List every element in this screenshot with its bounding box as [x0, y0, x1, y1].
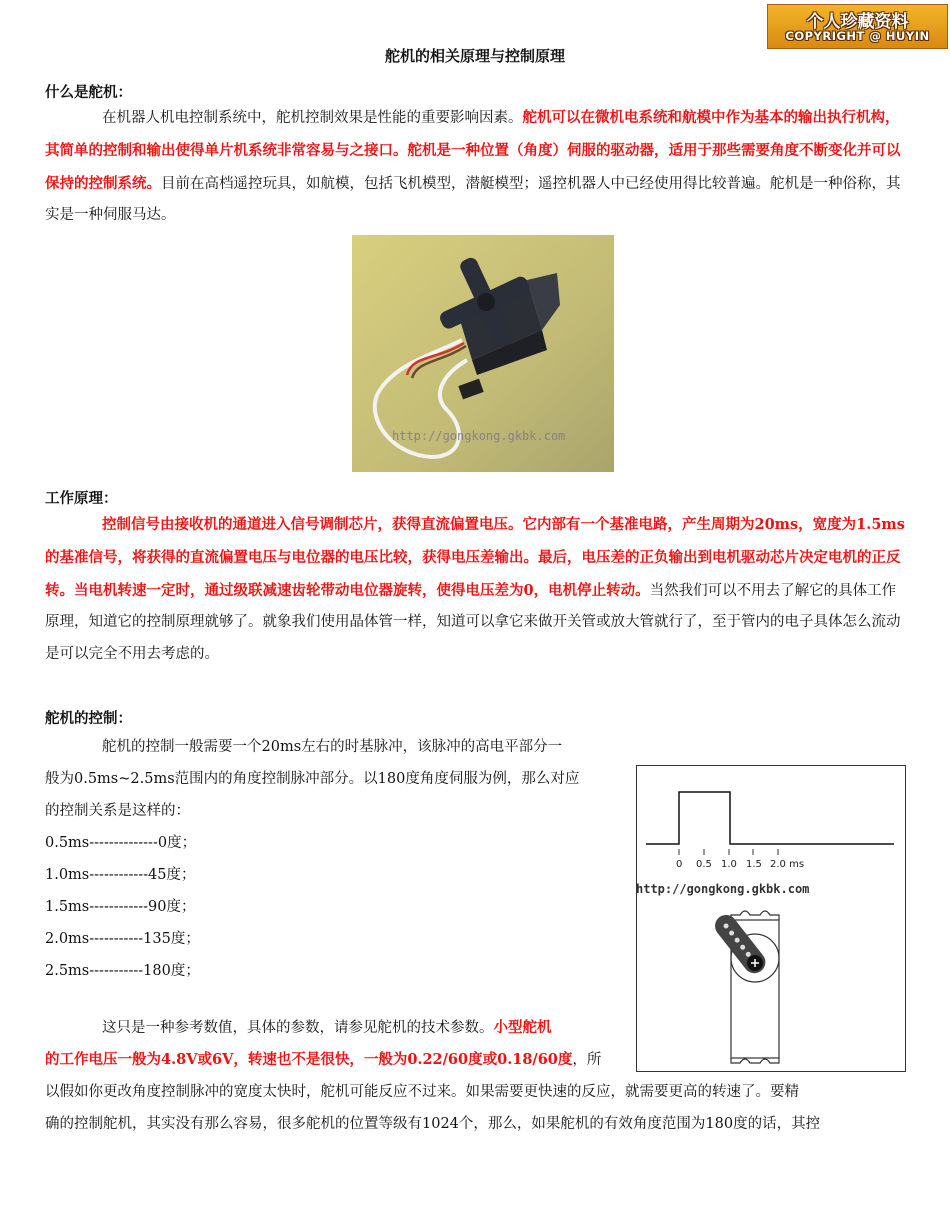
- reference-line-2: [45, 1050, 601, 1070]
- reference-line-2-end: ，所: [572, 1052, 602, 1068]
- mapping-item-45: 1.0ms------------45度；: [45, 867, 196, 883]
- principle-plain-text: 当然我们可以不用去了解它的具体工作原理，知道它的控制原理就够了。就象我们使用晶体管一样，知道可以拿它来做开关管或放大管就行了，至于管内的电子具体怎么流动是可以完全不用去考虑的。: [45, 582, 901, 663]
- para1-text-a: 在机器人机电控制系统中，舵机控制效果是性能的重要影响因素。: [102, 110, 523, 126]
- paragraph-working-principle: [45, 509, 905, 671]
- control-intro-line-3: 的控制关系是这样的：: [45, 803, 190, 819]
- badge-line-2: COPYRIGHT @ HUYIN: [785, 29, 930, 43]
- reference-text: 这只是一种参考数值，具体的参数，请参见舵机的技术参数。: [102, 1020, 494, 1036]
- tick-label-2-0: 2.0 ms: [770, 859, 805, 870]
- para1-text-c: 目前在高档遥控玩具，如航模，包括飞机模型，潜艇模型；遥控机器人中已经使用得比较普遍。舵机是一种俗称，其实是一种伺服马达。: [45, 175, 901, 224]
- tick-label-0: 0: [676, 859, 683, 870]
- principle-highlight-text: 控制信号由接收机的通道进入信号调制芯片，获得直流偏置电压。它内部有一个基准电路，产生周期为20ms，宽度为1.5ms的基准信号，将获得的直流偏置电压与电位器的电压比较，获得电压差输出。最后，电压差的正负输出到电机驱动芯片决定电机的正反转。当电机转速一定时，通过级联减速齿轮带动电位器旋转，使得电压差为0，电机停止转动。: [45, 516, 905, 599]
- mapping-item-135: 2.0ms-----------135度；: [45, 931, 200, 947]
- paragraph-what-is-servo: [45, 102, 905, 232]
- control-intro-line-2: 般为0.5ms~2.5ms范围内的角度控制脉冲部分。以180度角度伺服为例，那么对应: [45, 771, 580, 787]
- badge-line-1: 个人珍藏资料: [806, 12, 909, 32]
- copyright-badge: [767, 4, 948, 49]
- photo-watermark: http://gongkong.gkbk.com: [392, 429, 566, 443]
- tail-line-2: 确的控制舵机，其实没有那么容易，很多舵机的位置等级有1024个，那么，如果舵机的有效角度范围为180度的话，其控: [45, 1116, 821, 1132]
- servo-photo: [352, 235, 614, 472]
- diagram-watermark: http://gongkong.gkbk.com: [636, 882, 810, 896]
- pulse-servo-diagram: [636, 765, 906, 1072]
- page-title: 舵机的相关原理与控制原理: [384, 47, 565, 65]
- heading-what-is-servo: 什么是舵机：: [45, 84, 132, 101]
- reference-highlight-start: 小型舵机: [493, 1019, 552, 1036]
- mapping-item-90: 1.5ms------------90度；: [45, 899, 196, 915]
- heading-servo-control: 舵机的控制：: [45, 710, 132, 727]
- control-intro-line-1: 舵机的控制一般需要一个20ms左右的时基脉冲，该脉冲的高电平部分一: [102, 739, 563, 755]
- heading-working-principle: 工作原理：: [45, 490, 118, 507]
- reference-highlight-specs: 的工作电压一般为4.8V或6V，转速也不是很快，一般为0.22/60度或0.18/60度: [45, 1051, 573, 1068]
- tail-line-1: 以假如你更改角度控制脉冲的宽度太快时，舵机可能反应不过来。如果需要更快速的反应，就需要更高的转速了。要精: [45, 1084, 799, 1100]
- tick-label-1-5: 1.5: [746, 859, 762, 870]
- para1-text-b-highlight: 舵机可以在微机电系统和航模中作为基本的输出执行机构，其简单的控制和输出使得单片机系统非常容易与之接口。舵机是一种位置（角度）伺服的驱动器，适用于那些需要角度不断变化并可以保持的控制系统。: [45, 109, 901, 192]
- mapping-item-180: 2.5ms-----------180度；: [45, 963, 200, 979]
- mapping-item-0: 0.5ms--------------0度；: [45, 835, 197, 851]
- tick-label-1-0: 1.0: [721, 859, 737, 870]
- tick-label-0-5: 0.5: [696, 859, 712, 870]
- reference-line-1: [102, 1018, 552, 1038]
